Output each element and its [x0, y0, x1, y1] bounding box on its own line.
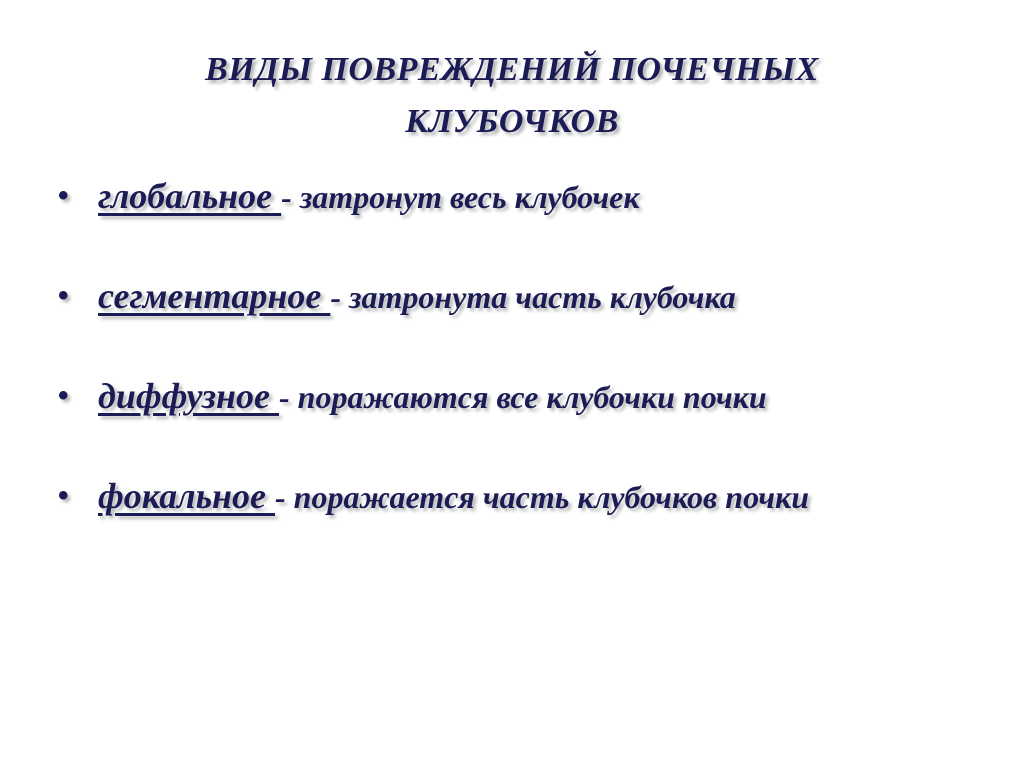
bullet-dot-icon: • — [58, 179, 69, 212]
bullet-item-diffuse — [58, 366, 998, 427]
bullet-dot-icon: • — [58, 479, 69, 512]
term-focal: фокальное — [98, 476, 276, 516]
desc-segmental: - затронута часть клубочка — [330, 279, 736, 315]
title-line-2: КЛУБОЧКОВ — [405, 103, 619, 140]
bullet-item-global — [58, 166, 998, 227]
title-line-1: ВИДЫ ПОВРЕЖДЕНИЙ ПОЧЕЧНЫХ — [205, 51, 819, 88]
term-global: глобальное — [98, 176, 282, 216]
bullet-item-focal — [58, 466, 998, 527]
bullet-dot-icon: • — [58, 279, 69, 312]
desc-global: - затронут весь клубочек — [281, 179, 640, 215]
term-segmental: сегментарное — [98, 276, 331, 316]
slide-title — [0, 44, 1024, 148]
desc-diffuse: - поражаются все клубочки почки — [279, 379, 767, 415]
bullet-dot-icon: • — [58, 379, 69, 412]
bullet-list — [58, 166, 998, 566]
desc-focal: - поражается часть клубочков почки — [275, 479, 810, 515]
term-diffuse: диффузное — [98, 376, 280, 416]
bullet-item-segmental — [58, 266, 998, 327]
